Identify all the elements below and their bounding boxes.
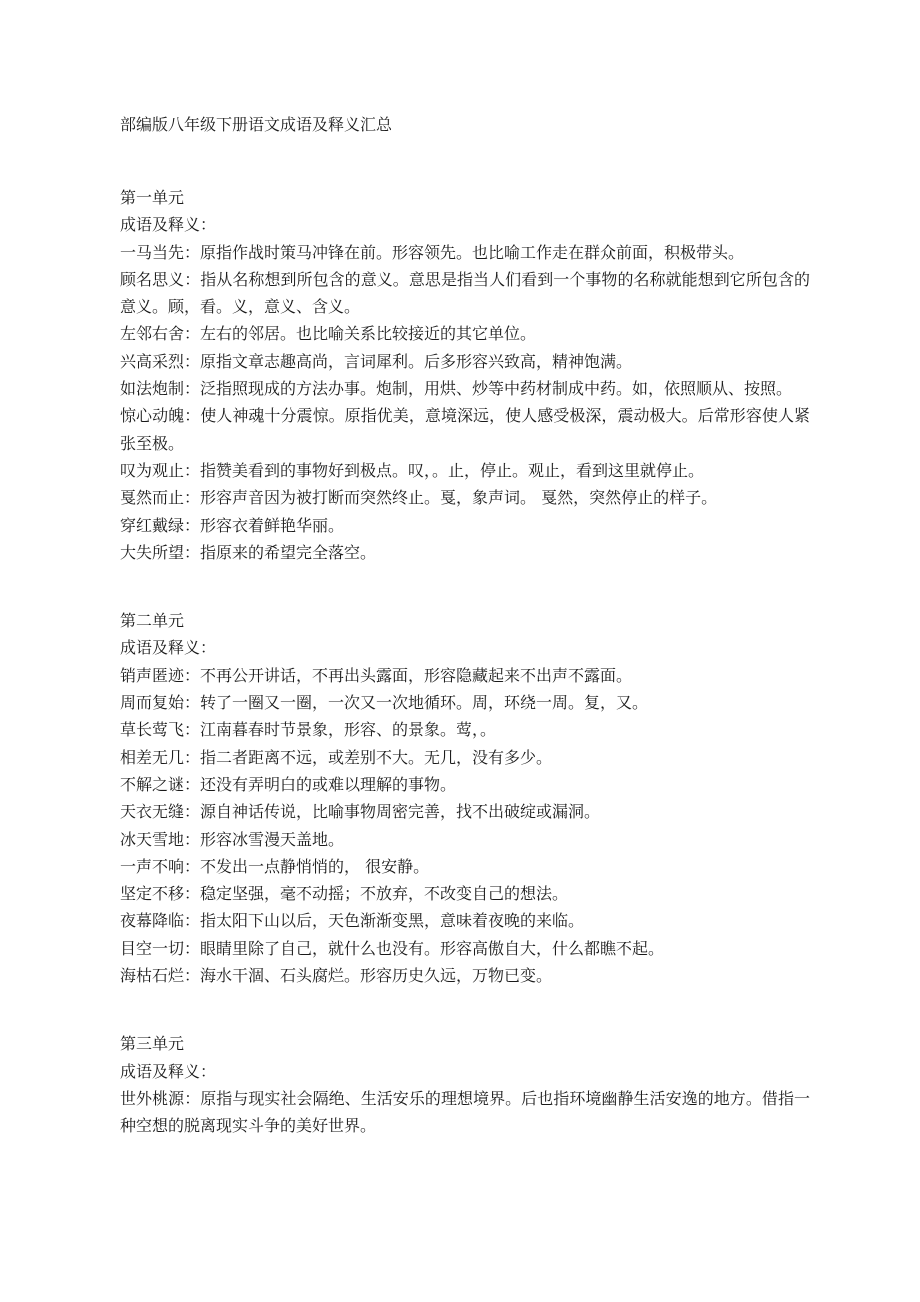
unit-section-3 [120,1030,810,1139]
unit-section-1 [120,184,810,566]
unit-section-2 [120,607,810,989]
idiom-entry: 顾名思义：指从名称想到所包含的意义。意思是指当人们看到一个事物的名称就能想到它所包含的意义。顾，看。义，意义、含义。 [120,269,810,317]
idiom-entry: 冰天雪地：形容冰雪漫天盖地。 [120,829,345,849]
idiom-entry: 如法炮制：泛指照现成的方法办事。炮制，用烘、炒等中药材制成中药。如，依照顺从、按照。 [120,379,793,399]
idiom-entry: 世外桃源：原指与现实社会隔绝、生活安乐的理想境界。后也指环境幽静生活安逸的地方。借指一种空想的脱离现实斗争的美好世界。 [120,1088,810,1136]
idiom-entry: 兴高采烈：原指文章志趣高尚，言词犀利。后多形容兴致高，精神饱满。 [120,351,633,371]
idiom-entry: 天衣无缝：源自神话传说，比喻事物周密完善，找不出破绽或漏洞。 [120,802,601,822]
idiom-entry: 一马当先：原指作战时策马冲锋在前。形容领先。也比喻工作走在群众前面，积极带头。 [120,242,745,262]
idiom-entry: 海枯石烂：海水干涸、石头腐烂。形容历史久远，万物已变。 [120,966,553,986]
idiom-entry: 戛然而止：形容声音因为被打断而突然终止。戛，象声词。 戛然，突然停止的样子。 [120,488,718,508]
idiom-entry: 惊心动魄：使人神魂十分震惊。原指优美，意境深远，使人感受极深，震动极大。后常形容使人紧张至极。 [120,406,810,453]
idiom-entry: 相差无几：指二者距离不远，或差别不大。无几，没有多少。 [120,747,553,767]
section-subtitle: 成语及释义： [120,1061,217,1081]
idiom-entry: 周而复始：转了一圈又一圈，一次又一次地循环。周，环绕一周。复，又。 [120,693,649,713]
document-title: 部编版八年级下册语文成语及释义汇总 [120,115,393,134]
idiom-entry: 一声不响：不发出一点静悄悄的， 很安静。 [120,856,430,876]
idiom-entry: 不解之谜：还没有弄明白的或难以理解的事物。 [120,774,457,794]
idiom-entry: 穿红戴绿：形容衣着鲜艳华丽。 [120,515,345,535]
idiom-entry: 叹为观止：指赞美看到的事物好到极点。叹，。止，停止。观止，看到这里就停止。 [120,460,705,480]
idiom-entry: 大失所望：指原来的希望完全落空。 [120,542,377,562]
idiom-entry: 销声匿迹：不再公开讲话，不再出头露面，形容隐藏起来不出声不露面。 [120,665,633,685]
document-page [120,112,810,1181]
section-subtitle: 成语及释义： [120,638,217,658]
unit-title: 第三单元 [120,1034,185,1054]
unit-title: 第一单元 [120,188,185,207]
idiom-entry: 目空一切：眼睛里除了自己，就什么也没有。形容高傲自大，什么都瞧不起。 [120,938,665,958]
idiom-entry: 左邻右舍：左右的邻居。也比喻关系比较接近的其它单位。 [120,324,537,344]
idiom-entry: 夜幕降临：指太阳下山以后，天色渐渐变黑，意味着夜晚的来临。 [120,911,585,931]
unit-title: 第二单元 [120,611,185,631]
idiom-entry: 坚定不移：稳定坚强，毫不动摇；不放弃，不改变自己的想法。 [120,884,569,904]
section-subtitle: 成语及释义： [120,215,217,235]
idiom-entry: 草长莺飞：江南暮春时节景象，形容、的景象。莺，。 [120,720,497,740]
